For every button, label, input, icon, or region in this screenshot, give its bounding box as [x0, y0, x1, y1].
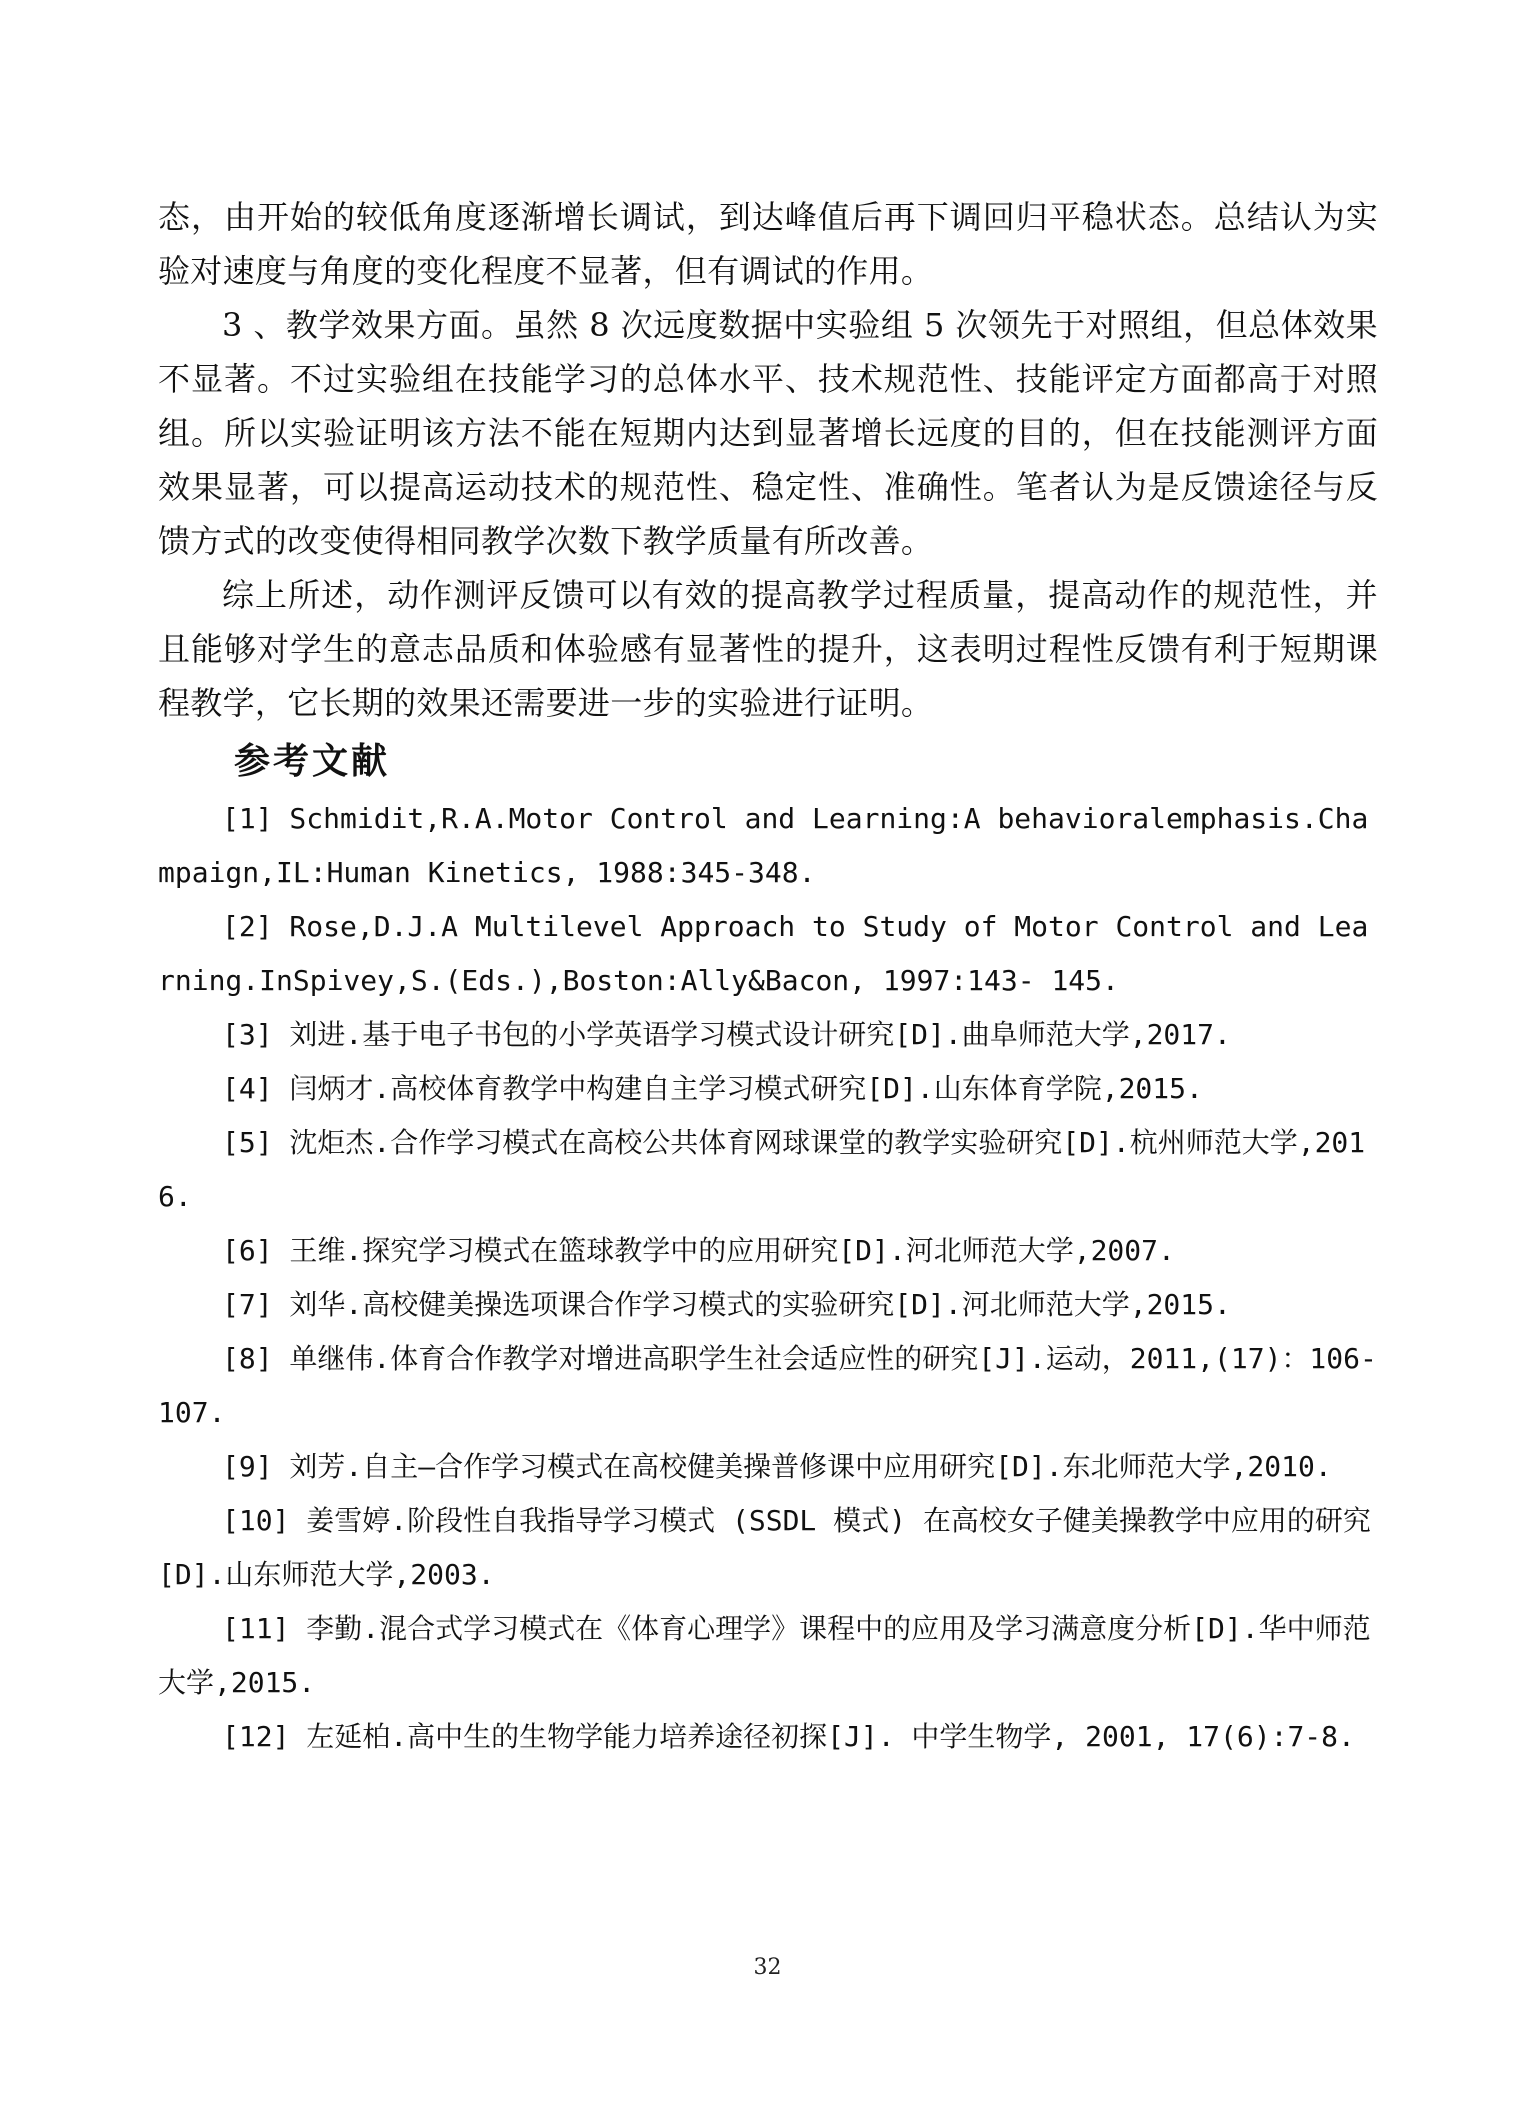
- reference-item: [9] 刘芳.自主—合作学习模式在高校健美操普修课中应用研究[D].东北师范大学,2010.: [222, 1450, 1332, 1483]
- reference-item: [10] 姜雪婷.阶段性自我指导学习模式 (SSDL 模式) 在高校女子健美操教学中应用的研究[D].山东师范大学,2003.: [158, 1504, 1371, 1591]
- body-paragraph: 态，由开始的较低角度逐渐增长调试，到达峰值后再下调回归平稳状态。总结认为实验对速度与角度的变化程度不显著，但有调试的作用。: [158, 198, 1378, 290]
- reference-item: [11] 李勤.混合式学习模式在《体育心理学》课程中的应用及学习满意度分析[D].华中师范大学,2015.: [158, 1612, 1371, 1699]
- page-number: 32: [753, 1955, 782, 1980]
- reference-item: [6] 王维.探究学习模式在篮球教学中的应用研究[D].河北师范大学,2007.: [222, 1234, 1175, 1267]
- document-page: [158, 190, 1378, 1764]
- body-paragraph: 综上所述，动作测评反馈可以有效的提高教学过程质量，提高动作的规范性，并且能够对学生的意志品质和体验感有显著性的提升，这表明过程性反馈有利于短期课程教学，它长期的效果还需要进一步的实验进行证明。: [158, 576, 1378, 722]
- reference-item: [7] 刘华.高校健美操选项课合作学习模式的实验研究[D].河北师范大学,2015.: [222, 1288, 1231, 1321]
- reference-item: [12] 左延柏.高中生的生物学能力培养途径初探[J]. 中学生物学, 2001, 17(6):7-8.: [222, 1720, 1355, 1753]
- reference-list: [158, 792, 1378, 1764]
- references-heading: 参考文献: [234, 741, 391, 782]
- reference-item: [2] Rose,D.J.A Multilevel Approach to Study of Motor Control and Learning.InSpivey,S.(Eds.),Boston:Ally&Bacon, 1997:143- 145.: [158, 910, 1369, 997]
- reference-item: [5] 沈炬杰.合作学习模式在高校公共体育网球课堂的教学实验研究[D].杭州师范大学,2016.: [158, 1126, 1366, 1213]
- reference-item: [4] 闫炳才.高校体育教学中构建自主学习模式研究[D].山东体育学院,2015.: [222, 1072, 1203, 1105]
- reference-item: [8] 单继伟.体育合作教学对增进高职学生社会适应性的研究[J].运动，2011,(17)：106-107.: [158, 1342, 1377, 1429]
- reference-item: [3] 刘进.基于电子书包的小学英语学习模式设计研究[D].曲阜师范大学,2017.: [222, 1018, 1231, 1051]
- reference-item: [1] Schmidit,R.A.Motor Control and Learning:A behavioralemphasis.Champaign,IL:Human Kinetics, 1988:345-348.: [158, 802, 1369, 889]
- body-paragraph: 3 、教学效果方面。虽然 8 次远度数据中实验组 5 次领先于对照组，但总体效果不显著。不过实验组在技能学习的总体水平、技术规范性、技能评定方面都高于对照组。所以实验证明该方法不能在短期内达到显著增长远度的目的，但在技能测评方面效果显著，可以提高运动技术的规范性、稳定性、准确性。笔者认为是反馈途径与反馈方式的改变使得相同教学次数下教学质量有所改善。: [158, 306, 1378, 560]
